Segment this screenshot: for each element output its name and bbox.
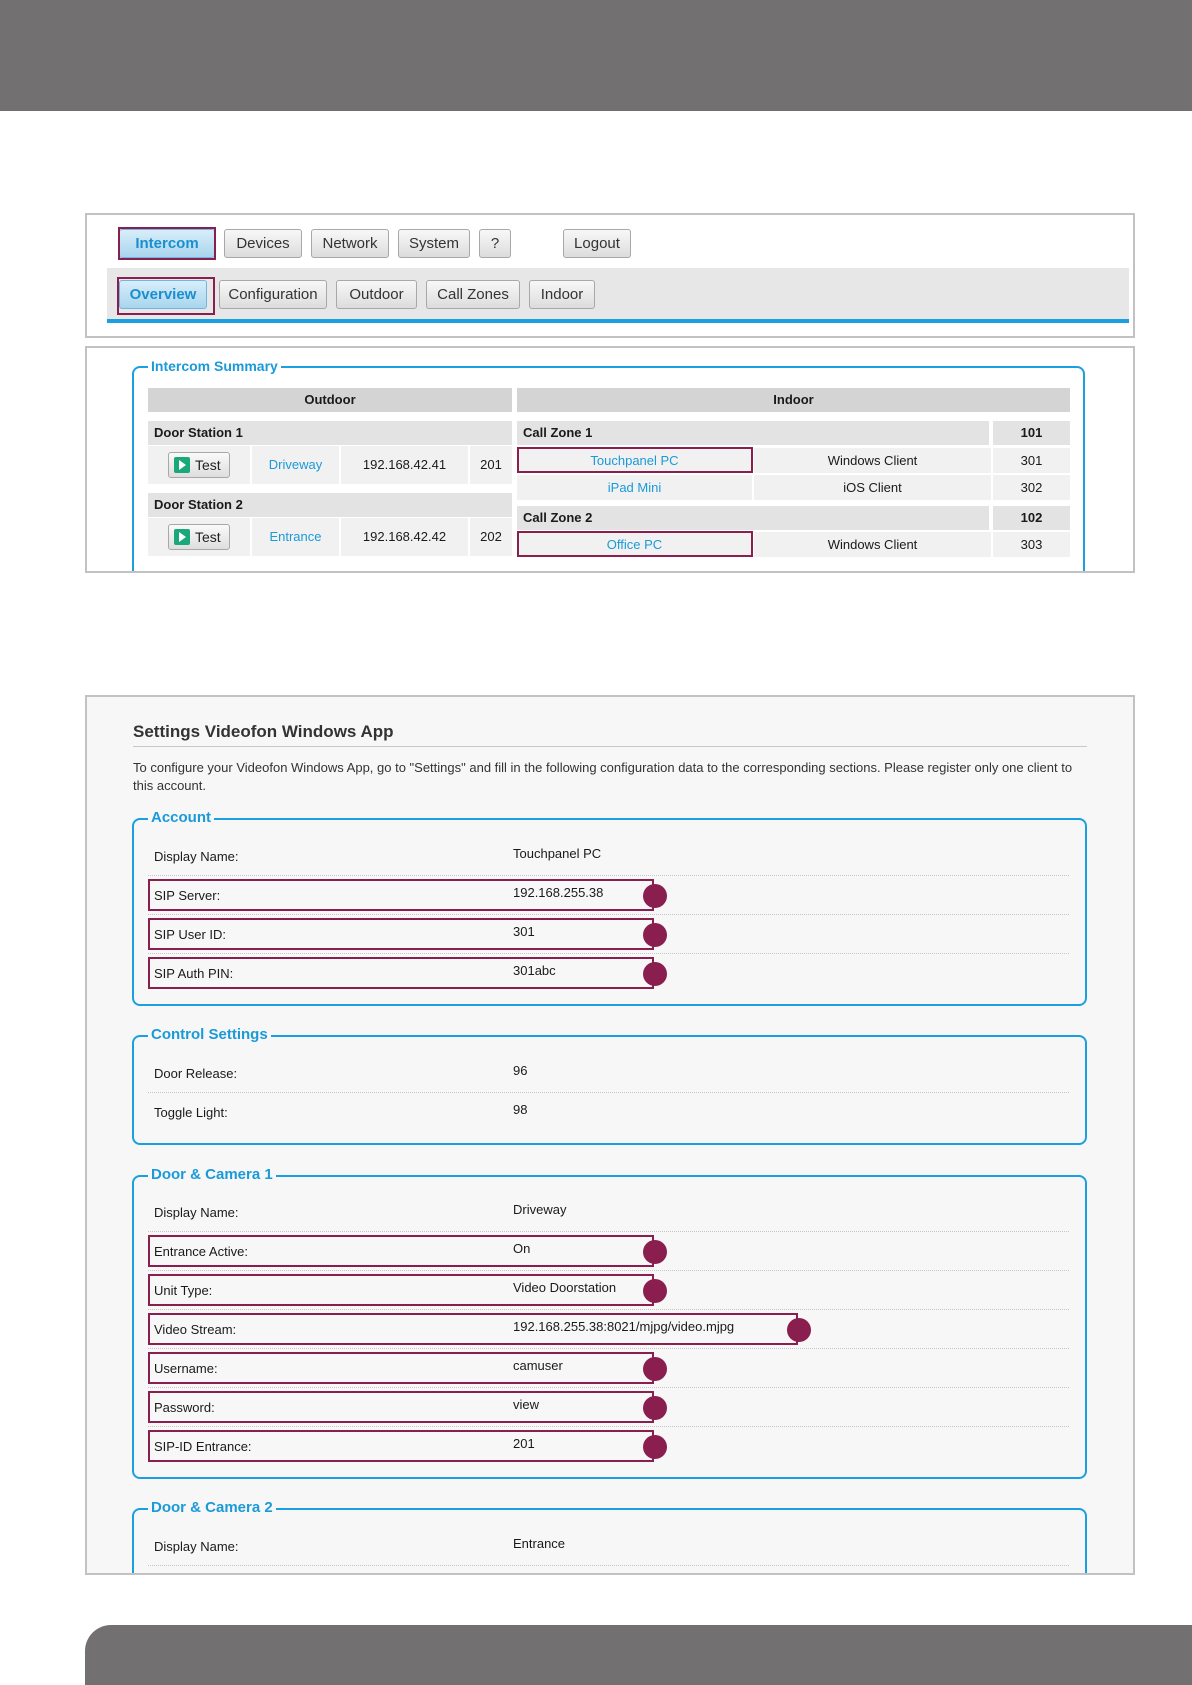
- settings-row: [148, 1093, 1069, 1132]
- row-label: SIP Auth PIN:: [154, 966, 234, 981]
- call-zone-2-row: Call Zone 2: [517, 506, 989, 530]
- settings-row: [148, 1193, 1069, 1232]
- office-pc-highlight-box: [517, 531, 753, 557]
- row-value: 301abc: [513, 963, 556, 978]
- test-label: Test: [195, 457, 221, 473]
- settings-title: Settings Videofon Windows App: [133, 722, 394, 741]
- client-type: Windows Client: [754, 532, 991, 557]
- indoor-header: Indoor: [517, 388, 1070, 412]
- door-station-2-row: Door Station 2: [148, 493, 512, 517]
- marker-dot: [643, 884, 667, 908]
- tab-indoor[interactable]: Indoor: [529, 280, 595, 309]
- intercom-summary-screenshot: [85, 346, 1135, 573]
- marker-dot: [643, 1435, 667, 1459]
- marker-dot: [787, 1318, 811, 1342]
- settings-row: [148, 1349, 1069, 1388]
- settings-intro: To configure your Videofon Windows App, go to "Settings" and fill in the following configuration data to the corresponding sections. Please register only one client to this account.: [133, 760, 1073, 793]
- call-zone-1-row: Call Zone 1: [517, 421, 989, 445]
- nav-devices-button[interactable]: Devices: [224, 229, 302, 258]
- tab-overview[interactable]: Overview: [119, 280, 207, 309]
- client-office-pc[interactable]: Office PC: [517, 532, 752, 557]
- settings-row: [148, 915, 1069, 954]
- row-value: 301: [513, 924, 535, 939]
- marker-dot: [643, 1279, 667, 1303]
- door-station-2-ext: 202: [470, 518, 512, 556]
- row-value: camuser: [513, 1358, 563, 1373]
- row-value: view: [513, 1397, 540, 1412]
- client-type: Windows Client: [754, 448, 991, 473]
- title-divider: [133, 746, 1087, 747]
- highlight-box: [148, 1391, 654, 1423]
- nav-help-button[interactable]: ?: [479, 229, 511, 258]
- marker-dot: [643, 962, 667, 986]
- intercom-summary-legend: Intercom Summary: [148, 357, 281, 375]
- test-button-door-station-1[interactable]: [168, 452, 230, 478]
- settings-row: [148, 1310, 1069, 1349]
- row-label: Display Name:: [154, 1539, 239, 1554]
- play-icon: [174, 457, 190, 473]
- page-footer-bar: [85, 1625, 1192, 1685]
- row-value: 201: [513, 1436, 535, 1451]
- row-value: 192.168.255.38:8021/mjpg/video.mjpg: [513, 1319, 735, 1334]
- row-label: Password:: [154, 1400, 215, 1415]
- control-settings-legend: Control Settings: [148, 1026, 271, 1044]
- door-station-1-location[interactable]: Driveway: [252, 446, 339, 484]
- settings-row: [148, 876, 1069, 915]
- nav-intercom-button[interactable]: Intercom: [119, 229, 215, 258]
- row-label: Door Release:: [154, 1066, 238, 1081]
- intercom-highlight-box: [118, 227, 216, 260]
- settings-row: [148, 1271, 1069, 1310]
- tab-configuration[interactable]: Configuration: [219, 280, 327, 309]
- highlight-box: [148, 1352, 654, 1384]
- row-value: Entrance: [513, 1536, 566, 1551]
- settings-row: [148, 954, 1069, 993]
- row-value: Video Doorstation: [513, 1280, 617, 1295]
- door-station-1-ip: 192.168.42.41: [341, 446, 468, 484]
- row-label: Display Name:: [154, 1205, 239, 1220]
- door-station-1-ext: 201: [470, 446, 512, 484]
- nav-system-button[interactable]: System: [398, 229, 470, 258]
- tab-call-zones[interactable]: Call Zones: [426, 280, 520, 309]
- row-value: 96: [513, 1063, 528, 1078]
- marker-dot: [643, 1357, 667, 1381]
- row-label: Username:: [154, 1361, 218, 1376]
- row-label: Display Name:: [154, 849, 239, 864]
- row-value: 192.168.255.38: [513, 885, 604, 900]
- touchpanel-highlight-box: [517, 447, 753, 473]
- tab-outdoor[interactable]: Outdoor: [336, 280, 417, 309]
- outdoor-header: Outdoor: [148, 388, 512, 412]
- marker-dot: [643, 1240, 667, 1264]
- row-value: On: [513, 1241, 531, 1256]
- row-label: SIP Server:: [154, 888, 221, 903]
- client-ext: 303: [993, 532, 1070, 557]
- door-station-2-location[interactable]: Entrance: [252, 518, 339, 556]
- settings-row: [148, 1232, 1069, 1271]
- settings-row: [148, 1388, 1069, 1427]
- call-zone-1-number: 101: [993, 421, 1070, 445]
- row-label: Entrance Active:: [154, 1244, 248, 1259]
- settings-row: [148, 1427, 1069, 1466]
- page-header-bar: [0, 0, 1192, 111]
- door-station-2-ip: 192.168.42.42: [341, 518, 468, 556]
- test-cell: [148, 446, 250, 484]
- client-ext: 302: [993, 475, 1070, 500]
- test-label: Test: [195, 529, 221, 545]
- account-legend: Account: [148, 809, 214, 827]
- nav-network-button[interactable]: Network: [311, 229, 389, 258]
- row-value: Touchpanel PC: [513, 846, 602, 861]
- door-camera-2-legend: Door & Camera 2: [148, 1499, 276, 1517]
- client-ext: 301: [993, 448, 1070, 473]
- row-value: 98: [513, 1102, 528, 1117]
- marker-dot: [643, 923, 667, 947]
- secondary-nav: [107, 268, 1129, 323]
- call-zone-2-number: 102: [993, 506, 1070, 530]
- row-label: SIP-ID Entrance:: [154, 1439, 252, 1454]
- row-label: Unit Type:: [154, 1283, 213, 1298]
- door-camera-1-legend: Door & Camera 1: [148, 1166, 276, 1184]
- row-value: Driveway: [513, 1202, 567, 1217]
- test-button-door-station-2[interactable]: [168, 524, 230, 550]
- overview-highlight-box: [117, 277, 215, 315]
- client-ipad-mini[interactable]: iPad Mini: [517, 475, 752, 500]
- settings-row: [148, 1527, 1069, 1566]
- settings-screenshot: [85, 695, 1135, 1575]
- client-touchpanel-pc[interactable]: Touchpanel PC: [517, 448, 752, 473]
- client-type: iOS Client: [754, 475, 991, 500]
- row-label: Video Stream:: [154, 1322, 237, 1337]
- settings-row: [148, 837, 1069, 876]
- play-icon: [174, 529, 190, 545]
- door-station-1-row: Door Station 1: [148, 421, 512, 445]
- nav-logout-button[interactable]: Logout: [563, 229, 631, 258]
- marker-dot: [643, 1396, 667, 1420]
- navigation-screenshot: [85, 213, 1135, 338]
- test-cell: [148, 518, 250, 556]
- row-label: SIP User ID:: [154, 927, 227, 942]
- settings-row: [148, 1054, 1069, 1093]
- row-label: Toggle Light:: [154, 1105, 228, 1120]
